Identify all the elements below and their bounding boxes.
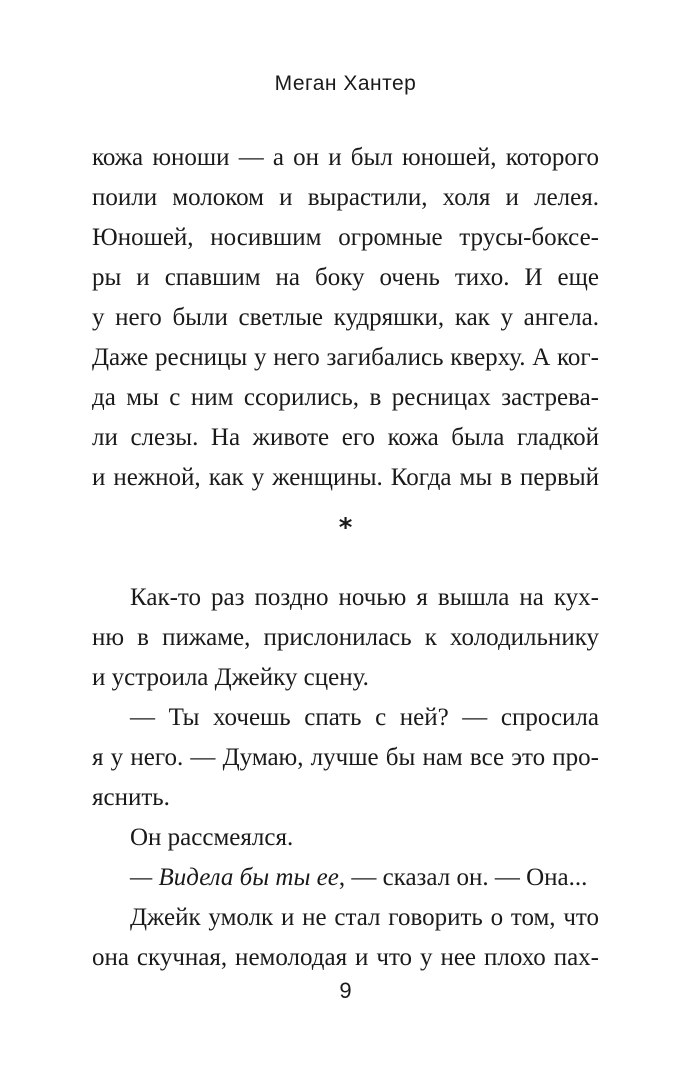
text-line: да мы с ним ссорились, в ресницах застрева-: [92, 384, 599, 411]
text-line: — Ты хочешь спать с ней? — спросила: [130, 704, 599, 731]
page-number: 9: [339, 978, 352, 1003]
italic-phrase: — Видела бы ты ее: [130, 864, 339, 891]
text-line: и нежной, как у женщины. Когда мы в первый: [92, 464, 599, 491]
text-line: я у него. — Думаю, лучше бы нам все это про-: [92, 744, 599, 771]
text-line: Даже ресницы у него загибались кверху. А ког-: [92, 344, 599, 371]
text-line: Джейк умолк и не стал говорить о том, что: [130, 904, 599, 931]
text-line: Он рассмеялся.: [130, 824, 294, 851]
text-line: ры и спавшим на боку очень тихо. И еще: [92, 264, 599, 291]
text-line: яснить.: [92, 784, 170, 811]
text-line: ню в пижаме, прислонилась к холодильнику: [92, 624, 599, 651]
running-header-author: Меган Хантер: [274, 72, 417, 95]
text-line: поили молоком и вырастили, холя и лелея.: [92, 184, 599, 211]
dialogue-rest: , — сказал он. — Она...: [338, 864, 588, 891]
text-line: она скучная, немолодая и что у нее плохо пах-: [92, 944, 599, 971]
text-line: Юношей, носившим огромные трусы-боксе-: [92, 224, 599, 251]
section-separator-asterisk: *: [338, 513, 353, 543]
text-line: кожа юноши — а он и был юношей, которого: [92, 144, 599, 171]
text-line: Как-то раз поздно ночью я вышла на кух-: [130, 584, 599, 611]
text-line: у него были светлые кудряшки, как у ангела.: [92, 304, 599, 331]
text-line: и устроила Джейку сцену.: [92, 664, 369, 691]
text-line-italic-dialogue: [130, 858, 599, 898]
text-line: ли слезы. На животе его кожа была гладкой: [92, 424, 599, 451]
